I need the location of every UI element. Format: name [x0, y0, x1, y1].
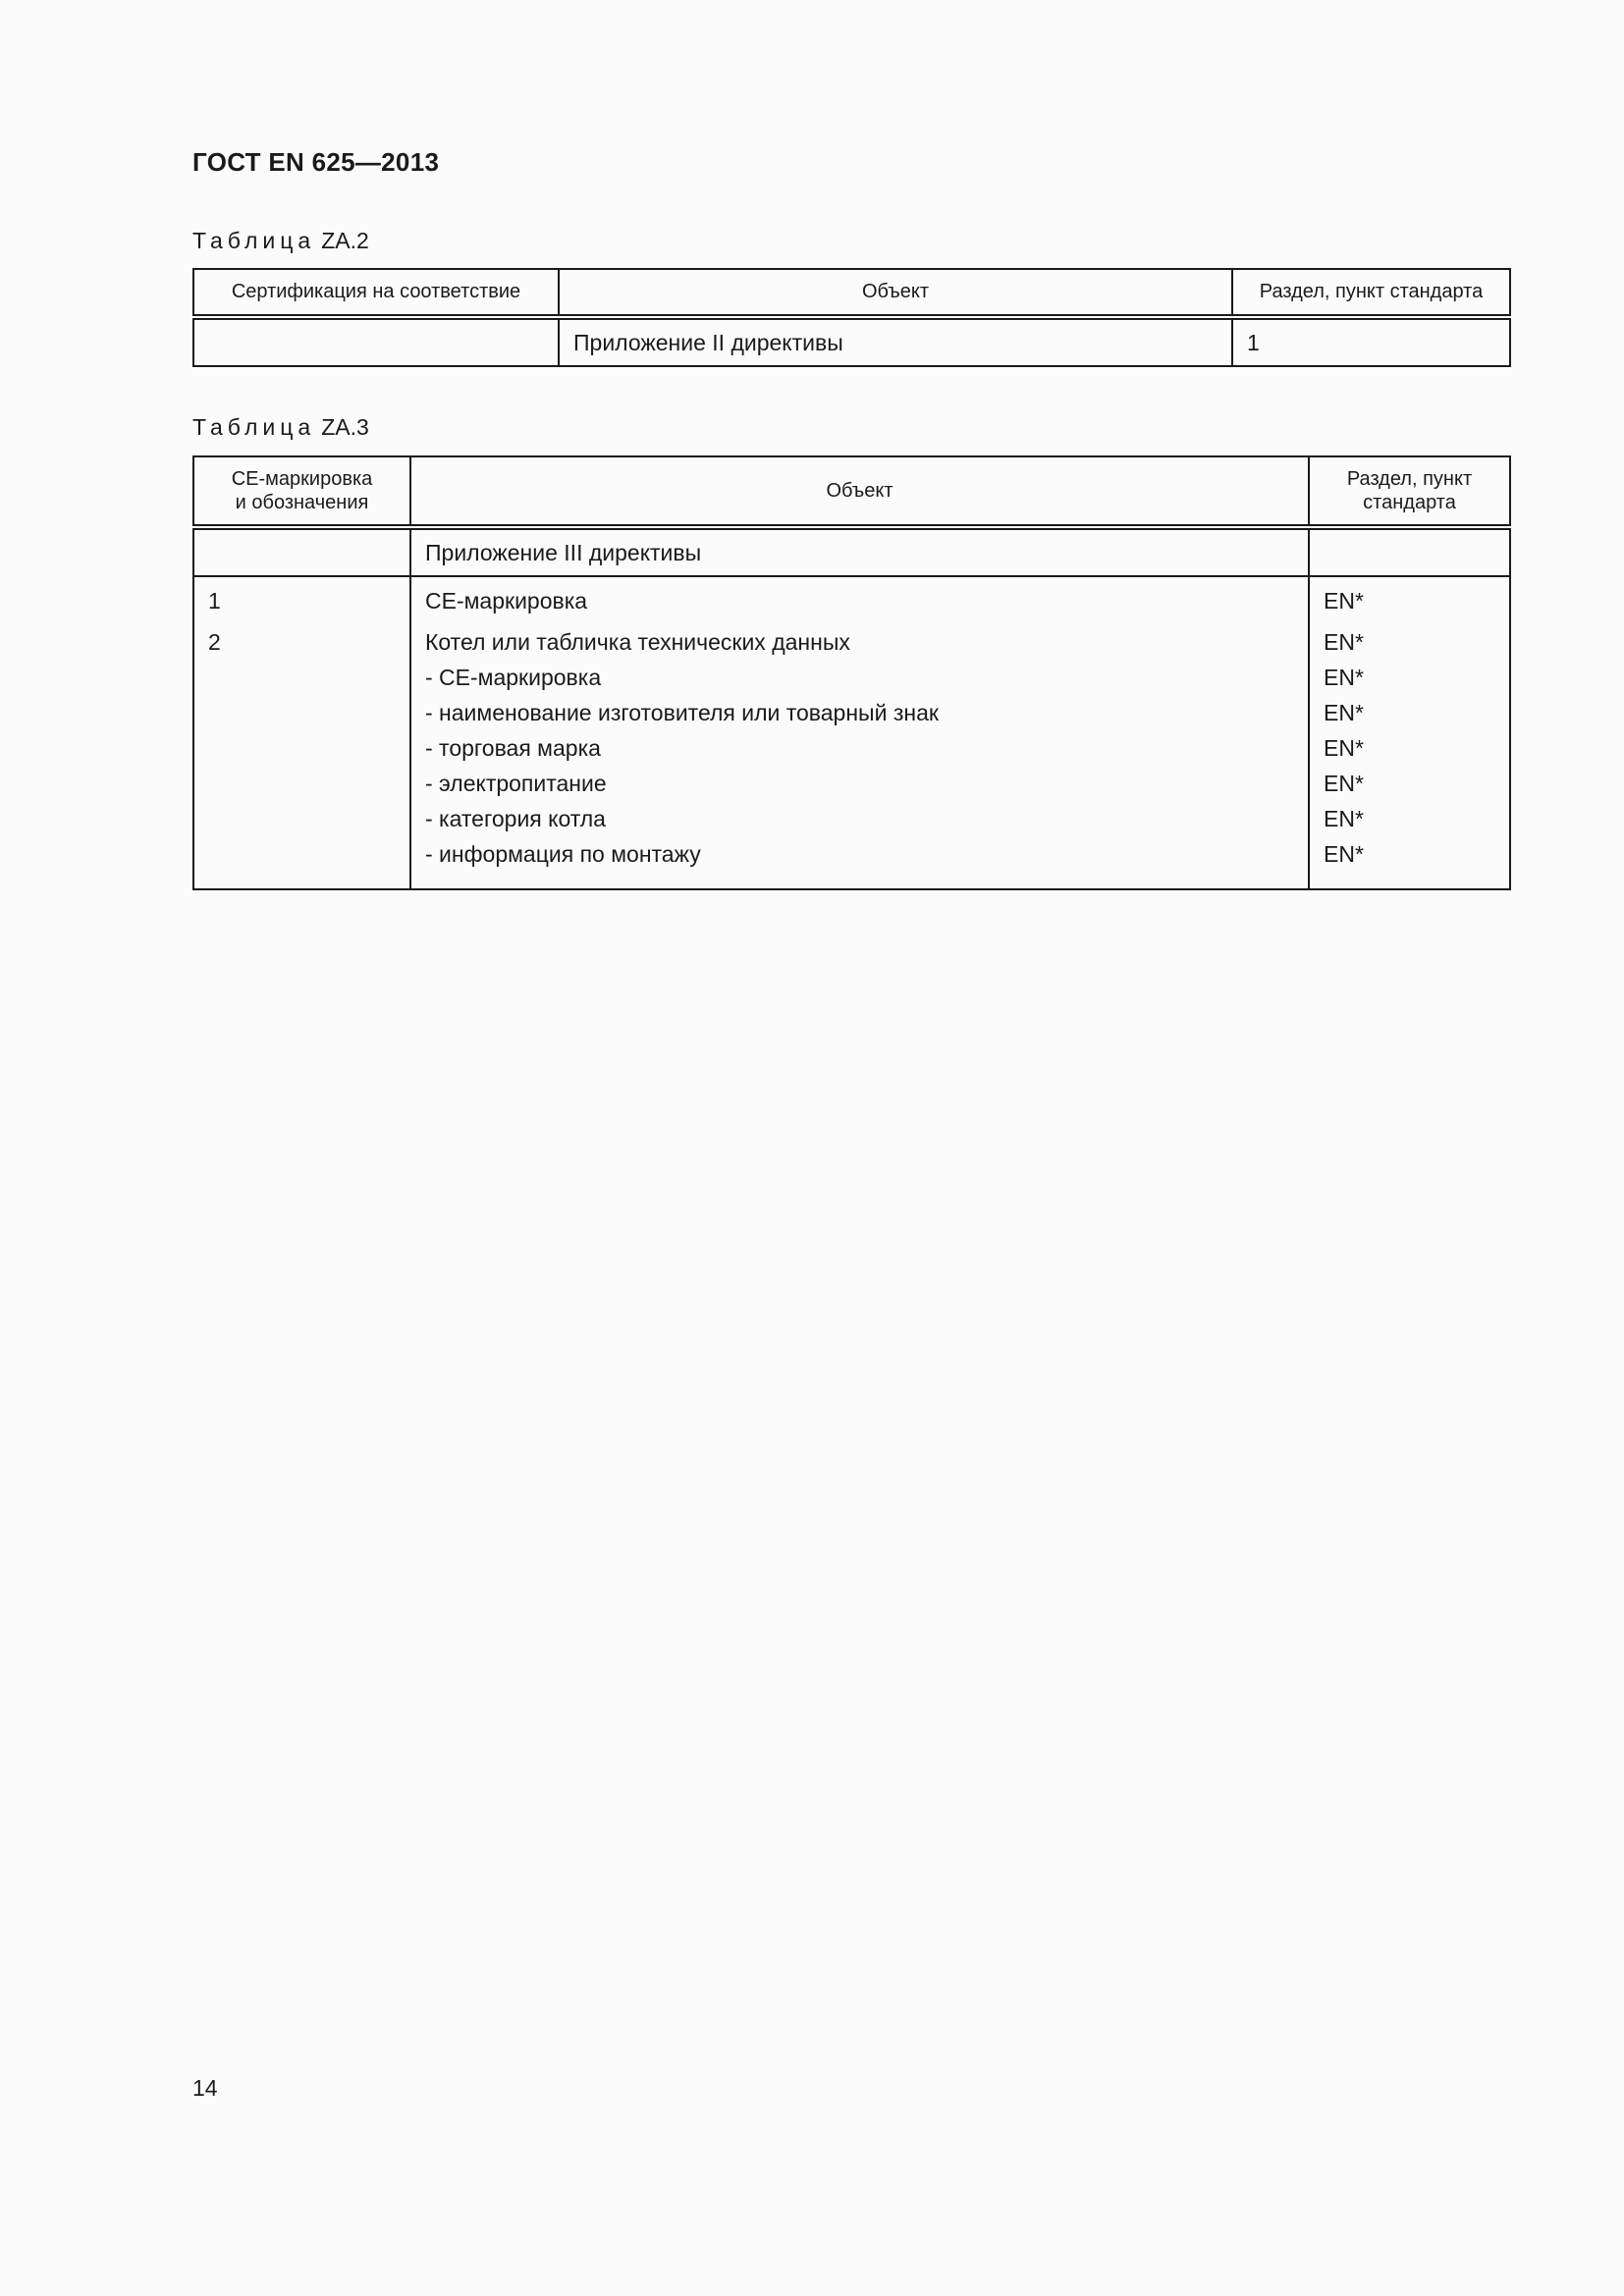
table-za3-caption [192, 414, 369, 441]
table-header-row [193, 456, 1510, 527]
item-ref: EN* [1324, 806, 1364, 831]
table-za2-caption [192, 228, 369, 254]
page-number: 14 [192, 2075, 218, 2101]
column-header-section-line2: стандарта [1363, 492, 1456, 513]
table-za2 [192, 268, 1511, 367]
table-cell-object: Приложение II директивы [559, 317, 1232, 366]
column-header-section-line1: Раздел, пункт [1346, 468, 1473, 490]
table-za3 [192, 455, 1511, 890]
table-cell-certification [193, 317, 559, 366]
column-header-object: Объект [559, 269, 1232, 317]
item-ref: EN* [1324, 588, 1364, 614]
table-row [193, 317, 1510, 366]
table-za3-caption-id: ZA.3 [321, 414, 369, 440]
item-object: - наименование изготовителя или товарный знак [425, 700, 939, 725]
document-title: ГОСТ EN 625—2013 [192, 147, 440, 177]
items-ref-column [1309, 576, 1510, 889]
item-object: - торговая марка [425, 735, 601, 761]
column-header-object: Объект [410, 456, 1309, 527]
item-object: - категория котла [425, 806, 606, 831]
column-header-ce-marking-line1: СЕ-маркировка [231, 468, 373, 490]
table-cell-annex-ref [1309, 527, 1510, 576]
column-header-certification: Сертификация на соответствие [193, 269, 559, 317]
table-za2-caption-word: Таблица [192, 228, 316, 253]
item-ref: EN* [1324, 665, 1364, 690]
item-object: - СЕ-маркировка [425, 665, 602, 690]
column-header-ce-marking [193, 456, 410, 527]
item-ref: EN* [1324, 735, 1364, 761]
item-object: Котел или табличка технических данных [425, 629, 850, 655]
column-header-section [1309, 456, 1510, 527]
item-object: - информация по монтажу [425, 841, 701, 867]
item-object: СЕ-маркировка [425, 588, 588, 614]
table-cell-section: 1 [1232, 317, 1510, 366]
table-za2-caption-id: ZA.2 [321, 228, 369, 253]
table-za3-caption-word: Таблица [192, 414, 316, 440]
item-ref: EN* [1324, 771, 1364, 796]
item-ref: EN* [1324, 841, 1364, 867]
table-cell-annex-object: Приложение III директивы [410, 527, 1309, 576]
item-number: 1 [208, 588, 221, 614]
column-header-ce-marking-line2: и обозначения [235, 492, 369, 513]
items-number-column [193, 576, 410, 889]
table-cell-annex-num [193, 527, 410, 576]
table-row-annex [193, 527, 1510, 576]
item-object: - электропитание [425, 771, 607, 796]
item-ref: EN* [1324, 700, 1364, 725]
item-number: 2 [208, 629, 221, 655]
items-object-column [410, 576, 1309, 889]
table-header-row [193, 269, 1510, 317]
column-header-section: Раздел, пункт стандарта [1232, 269, 1510, 317]
item-ref: EN* [1324, 629, 1364, 655]
table-row-items [193, 576, 1510, 889]
